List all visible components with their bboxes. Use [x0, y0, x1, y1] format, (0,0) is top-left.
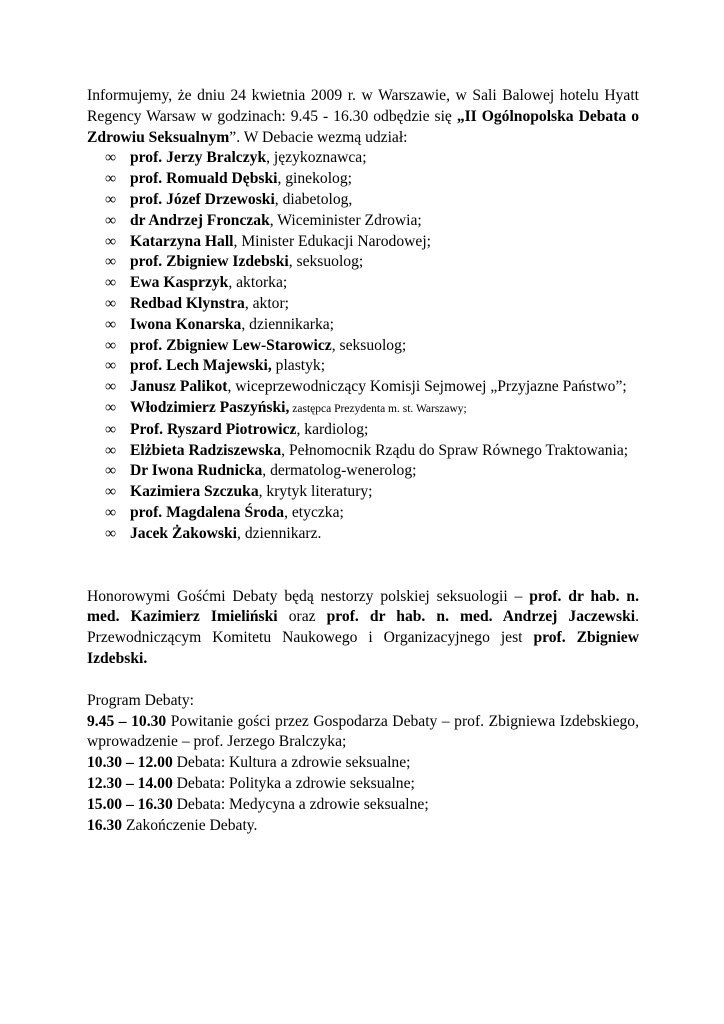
- speaker-role: , wiceprzewodniczący Komisji Sejmowej „Przyjazne Państwo”;: [227, 378, 627, 396]
- speaker-name: Ewa Kasprzyk: [130, 274, 229, 292]
- list-item: [87, 398, 639, 420]
- program-desc: Debata: Medycyna a zdrowie seksualne;: [172, 795, 429, 813]
- document-page: [87, 86, 639, 836]
- program-desc: Debata: Kultura a zdrowie seksualne;: [172, 754, 411, 772]
- infinity-bullet-icon: ∞: [105, 503, 117, 521]
- event-name: „II Ogólnopolska Debata o Zdrowiu Seksualnym: [87, 107, 639, 146]
- infinity-bullet-icon: ∞: [105, 524, 117, 542]
- spacer: [87, 545, 639, 587]
- speaker-name: Dr Iwona Rudnicka: [130, 462, 263, 480]
- infinity-bullet-icon: ∞: [105, 274, 117, 292]
- infinity-bullet-icon: ∞: [105, 483, 117, 501]
- honorary-guest-1: prof. dr hab. n. med. Kazimierz Imieliński: [87, 587, 639, 626]
- speaker-role: , językoznawca;: [266, 149, 367, 167]
- infinity-bullet-icon: ∞: [105, 294, 117, 312]
- infinity-bullet-icon: ∞: [105, 336, 117, 354]
- program-time: 9.45 – 10.30: [87, 712, 167, 730]
- speaker-name: Prof. Ryszard Piotrowicz: [130, 420, 297, 438]
- list-item: [87, 420, 639, 441]
- speaker-role: , ginekolog;: [277, 170, 352, 188]
- speaker-role: , seksuolog;: [331, 336, 407, 354]
- speaker-role: , Wiceminister Zdrowia;: [269, 211, 422, 229]
- program-item: [87, 753, 639, 774]
- infinity-bullet-icon: ∞: [105, 253, 117, 271]
- speakers-list: [87, 148, 639, 544]
- list-item: [87, 273, 639, 294]
- speaker-name: Kazimiera Szczuka: [130, 483, 259, 501]
- list-item: [87, 524, 639, 545]
- list-item: [87, 148, 639, 169]
- program-time: 15.00 – 16.30: [87, 795, 173, 813]
- speaker-role: , diabetolog,: [274, 190, 353, 208]
- infinity-bullet-icon: ∞: [105, 315, 117, 333]
- speaker-name: Janusz Palikot: [130, 378, 228, 396]
- list-item: [87, 190, 639, 211]
- program-time: 16.30: [87, 816, 123, 834]
- list-item: [87, 503, 639, 524]
- honorary-text-3: . Przewodniczącym Komitetu Naukowego i Organizacyjnego jest: [87, 608, 639, 647]
- program-desc: Debata: Polityka a zdrowie seksualne;: [172, 774, 415, 792]
- program-item: [87, 816, 639, 837]
- program-item: [87, 774, 639, 795]
- speaker-role: , seksuolog;: [288, 253, 364, 271]
- speaker-name: Katarzyna Hall: [130, 232, 234, 250]
- speaker-role: , aktor;: [244, 294, 289, 312]
- speaker-name: Jacek Żakowski: [130, 524, 238, 542]
- honorary-guest-2: prof. dr hab. n. med. Andrzej Jaczewski: [326, 608, 636, 626]
- speaker-name: dr Andrzej Fronczak: [130, 211, 270, 229]
- committee-chair: prof. Zbigniew Izdebski.: [87, 629, 639, 667]
- infinity-bullet-icon: ∞: [105, 462, 117, 480]
- speaker-role: , aktorka;: [228, 274, 288, 292]
- intro-paragraph: [87, 86, 639, 148]
- list-item: [87, 169, 639, 190]
- speaker-name: prof. Zbigniew Lew-Starowicz: [130, 336, 332, 354]
- list-item: [87, 252, 639, 273]
- program-time: 12.30 – 14.00: [87, 774, 173, 792]
- list-item: [87, 377, 639, 398]
- speaker-name: prof. Magdalena Środa: [130, 503, 285, 521]
- speaker-name: Włodzimierz Paszyński,: [130, 398, 290, 416]
- honorary-text-2: oraz: [277, 608, 327, 626]
- speaker-role: plastyk;: [271, 357, 326, 375]
- speaker-role: , Pełnomocnik Rządu do Spraw Równego Traktowania;: [281, 441, 629, 459]
- speaker-name: prof. Józef Drzewoski: [130, 190, 275, 208]
- program-item: [87, 712, 639, 754]
- program-time: 10.30 – 12.00: [87, 754, 173, 772]
- infinity-bullet-icon: ∞: [105, 170, 117, 188]
- speaker-role: , dziennikarka;: [241, 315, 335, 333]
- infinity-bullet-icon: ∞: [105, 398, 117, 416]
- honorary-paragraph: [87, 587, 639, 670]
- list-item: [87, 315, 639, 336]
- speaker-name: Elżbieta Radziszewska: [130, 441, 282, 459]
- speaker-name: prof. Zbigniew Izdebski: [130, 253, 289, 271]
- spacer: [87, 670, 639, 691]
- list-item: [87, 461, 639, 482]
- infinity-bullet-icon: ∞: [105, 441, 117, 459]
- infinity-bullet-icon: ∞: [105, 378, 117, 396]
- speaker-name: prof. Lech Majewski,: [130, 357, 272, 375]
- speaker-role: , kardiolog;: [296, 420, 369, 438]
- speaker-role: , krytyk literatury;: [258, 483, 373, 501]
- intro-closing: ”. W Debacie wezmą udział:: [229, 128, 408, 146]
- infinity-bullet-icon: ∞: [105, 149, 117, 167]
- program-desc: Zakończenie Debaty.: [122, 816, 258, 834]
- list-item: [87, 232, 639, 253]
- list-item: [87, 294, 639, 315]
- infinity-bullet-icon: ∞: [105, 190, 117, 208]
- speaker-name: Iwona Konarska: [130, 315, 242, 333]
- speaker-name: prof. Jerzy Bralczyk: [130, 149, 267, 167]
- list-item: [87, 211, 639, 232]
- program-item: [87, 795, 639, 816]
- list-item: [87, 336, 639, 357]
- speaker-role: , dermatolog-wenerolog;: [262, 462, 417, 480]
- list-item: [87, 482, 639, 503]
- list-item: [87, 441, 639, 462]
- infinity-bullet-icon: ∞: [105, 357, 117, 375]
- speaker-role: , dziennikarz.: [237, 524, 322, 542]
- speaker-role: , Minister Edukacji Narodowej;: [233, 232, 431, 250]
- honorary-text-1: Honorowymi Gośćmi Debaty będą nestorzy polskiej seksuologii –: [87, 587, 530, 605]
- speaker-name: prof. Romuald Dębski: [130, 170, 278, 188]
- infinity-bullet-icon: ∞: [105, 232, 117, 250]
- speaker-role: , etyczka;: [284, 503, 344, 521]
- infinity-bullet-icon: ∞: [105, 211, 117, 229]
- list-item: [87, 356, 639, 377]
- program-heading: Program Debaty:: [87, 691, 194, 709]
- intro-text: Informujemy, że dniu 24 kwietnia 2009 r. w Warszawie, w Sali Balowej hotelu Hyatt Regency Warsaw w godzinach: 9.45 - 16.30 odbędzie się: [87, 87, 639, 125]
- speaker-role: zastępca Prezydenta m. st. Warszawy;: [289, 402, 467, 415]
- program-desc: Powitanie gości przez Gospodarza Debaty – prof. Zbigniewa Izdebskiego, wprowadzenie – prof. Jerzego Bralczyka;: [87, 712, 640, 751]
- infinity-bullet-icon: ∞: [105, 420, 117, 438]
- speaker-name: Redbad Klynstra: [130, 294, 245, 312]
